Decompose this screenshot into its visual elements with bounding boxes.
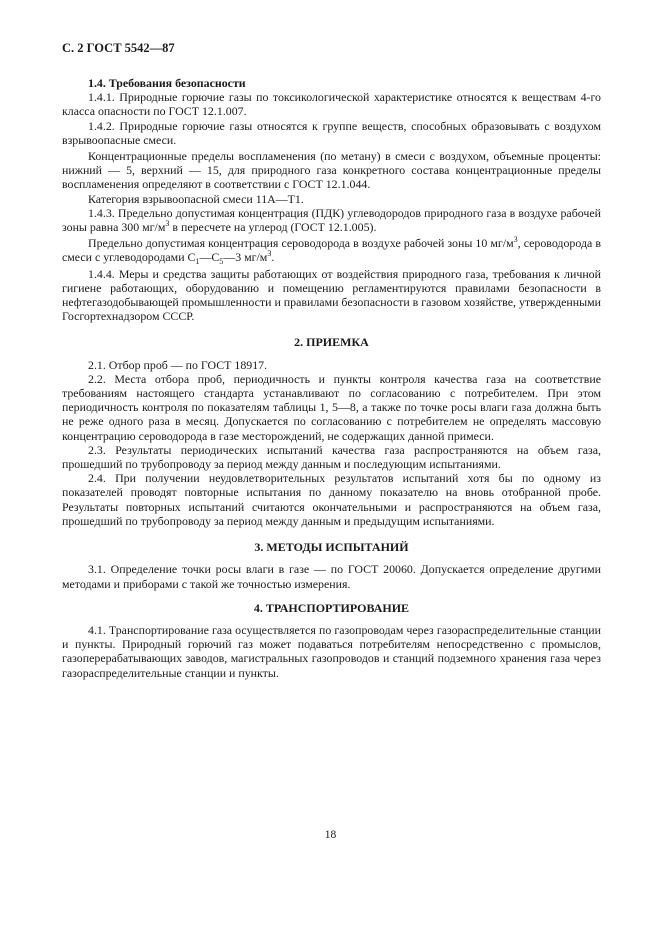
section-2-title: 2. ПРИЕМКА bbox=[294, 335, 369, 350]
para-1-4-4: 1.4.4. Меры и средства защиты работающих от воздействия природного газа, требования к личной гигиене работающих, оборудованию и помещению регламентируются правилами безопасности в нефтегазодобывающей промышленности и правилами безопасности в газовом хозяйстве, утвержденными Госгортехнадзором СССР. bbox=[62, 266, 601, 324]
para-3-1: 3.1. Определение точки росы влаги в газе — по ГОСТ 20060. Допускается определение другими методами и приборами с такой же точностью измерения. bbox=[62, 562, 601, 591]
subscript: 1 bbox=[195, 257, 200, 267]
para-category: Категория взрывоопасной смеси 11А—Т1. bbox=[88, 191, 304, 206]
page-header: С. 2 ГОСТ 5542—87 bbox=[62, 41, 175, 55]
text: —С bbox=[199, 250, 220, 265]
superscript: 3 bbox=[165, 219, 170, 229]
text: —3 мг/м bbox=[223, 250, 268, 265]
para-4-1: 4.1. Транспортирование газа осуществляется по газопроводам через газораспределительные станции и пункты. Природный горючий газ может подаваться потребителям непосредственно с промыслов, газоперерабатывающих заводов, магистральных газопроводов и станций подземного хранения газа через газораспределительные станции и пункты. bbox=[62, 622, 601, 680]
section-3-title: 3. МЕТОДЫ ИСПЫТАНИЙ bbox=[254, 540, 409, 555]
section-4-title: 4. ТРАНСПОРТИРОВАНИЕ bbox=[253, 600, 410, 615]
para-concentration-limits: Концентрационные пределы воспламенения (по метану) в смеси с воздухом, объемные проценты: нижний — 5, верхний — 15, для природного газа конкретного состава концентрационные пределы воспламенения определяют в соответствии с ГОСТ 12.1.044. bbox=[62, 149, 601, 192]
page-number: 18 bbox=[324, 829, 337, 841]
para-h2s-limit bbox=[62, 235, 601, 267]
section-1-4-title: 1.4. Требования безопасности bbox=[88, 76, 246, 90]
para-2-1: 2.1. Отбор проб — по ГОСТ 18917. bbox=[88, 357, 268, 372]
text: в пересчете на углерод (ГОСТ 12.1.005). bbox=[169, 220, 377, 235]
text: . bbox=[271, 250, 275, 265]
para-1-4-2: 1.4.2. Природные горючие газы относятся к группе веществ, способных образовывать с воздухом взрывоопасные смеси. bbox=[62, 118, 601, 147]
para-1-4-1: 1.4.1. Природные горючие газы по токсикологической характеристике относятся к веществам 4-го класса опасности по ГОСТ 12.1.007. bbox=[62, 90, 601, 119]
para-2-3: 2.3. Результаты периодических испытаний качества газа распространяются на объем газа, прошедший по трубопроводу за период между данным и последующим испытаниями. bbox=[62, 442, 601, 472]
document-body bbox=[62, 76, 601, 680]
subscript: 5 bbox=[219, 257, 224, 267]
para-2-4: 2.4. При получении неудовлетворительных результатов испытаний хотя бы по одному из показателей проводят повторные испытания по данному показателю на вновь отобранной пробе. Результаты повторных испытаний считаются окончательными и распространяются на объем газа, прошедший по трубопроводу за период между данным и предыдущим испытаниями. bbox=[62, 471, 601, 528]
para-2-2: 2.2. Места отбора проб, периодичность и пункты контроля качества газа на соответствие требованиям настоящего стандарта устанавливают по согласованию с потребителем. При этом периодичность контроля по показателям таблицы 1, 5—8, а также по точке росы влаги газа должна быть не реже одного раза в месяц. Допускается по согласованию с потребителем не определять массовую концентрацию сероводорода в газе месторождений, не содержащих данной примеси. bbox=[62, 371, 601, 443]
superscript: 3 bbox=[267, 249, 272, 259]
text: , сероводорода в смеси с углеводородами С bbox=[62, 236, 601, 265]
para-1-4-3 bbox=[62, 206, 601, 234]
superscript: 3 bbox=[513, 235, 518, 245]
text: Предельно допустимая концентрация сероводорода в воздухе рабочей зоны 10 мг/м bbox=[88, 236, 514, 251]
text: 1.4.3. Предельно допустимая концентрация (ПДК) углеводородов природного газа в воздухе рабочей зоны равна 300 мг/м bbox=[62, 205, 601, 235]
